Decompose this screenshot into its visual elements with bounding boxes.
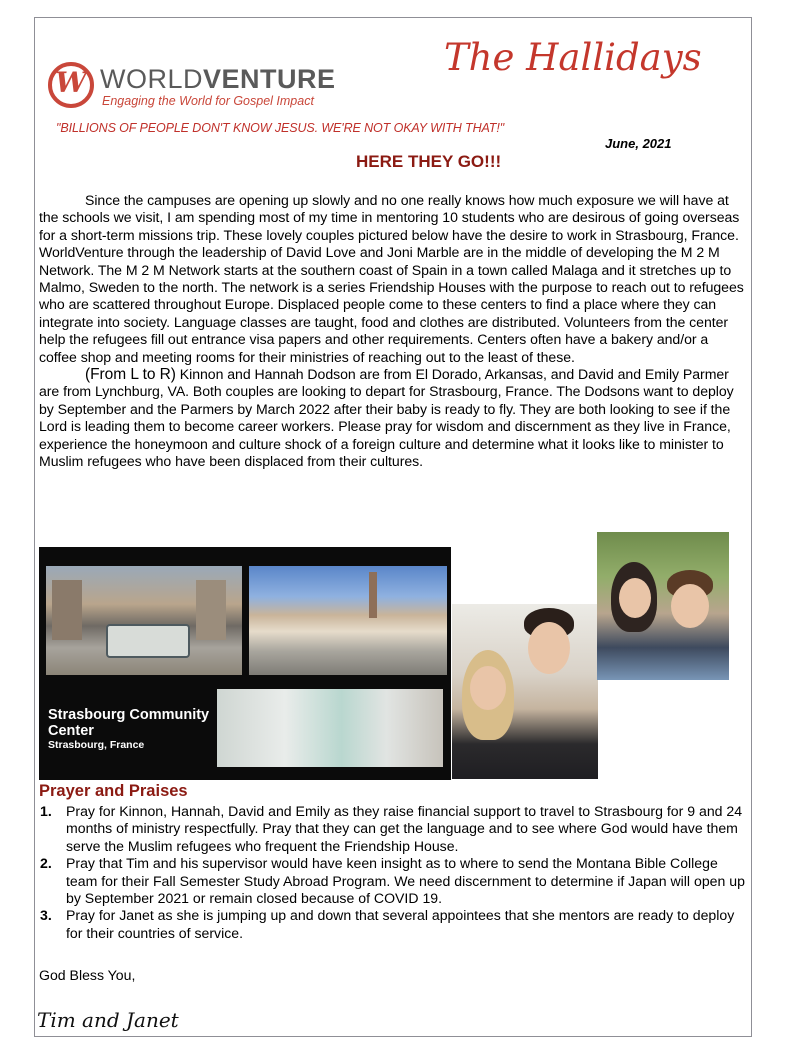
collage-caption-line-2: Center [48,723,94,739]
building-shape [52,580,82,640]
newsletter-date: June, 2021 [605,136,672,151]
collage-caption-line-1: Strasbourg Community [48,707,210,723]
building-shape [196,580,226,640]
worldventure-logo [48,62,358,114]
logo-tagline: Engaging the World for Gospel Impact [102,94,314,108]
list-item-text: Pray for Kinnon, Hannah, David and Emily as they raise financial support to travel to Strasbourg for 9 and 24 months of ministry respectfully. Pray that they can get the language and to see where God would have them serve the Muslim refugees who frequent the Friendship House. [66,803,743,854]
mission-quote: "BILLIONS OF PEOPLE DON'T KNOW JESUS. WE'RE NOT OKAY WITH THAT!" [56,121,505,135]
logo-name [100,64,336,94]
cathedral-spire-shape [369,572,377,618]
face-shape [671,584,709,628]
dodson-couple-photo [452,604,598,779]
face-shape [528,622,570,674]
list-item-number: 2. [40,855,52,872]
community-center-interior-photo [217,689,443,767]
closing-greeting: God Bless You, [39,967,136,983]
strasbourg-collage [39,547,451,780]
tram-shape [106,624,190,658]
list-item-text: Pray for Janet as she is jumping up and down that several appointees that she mentors are ready to deploy for their countries of service. [66,907,735,941]
face-shape [470,666,506,710]
face-shape [619,578,651,618]
collage-location: Strasbourg, France [48,739,145,751]
signature: Tim and Janet [37,1008,179,1032]
paragraph-1: Since the campuses are opening up slowly and no one really knows how much exposure we will have at the schools we visit, I am spending most of my time in mentoring 10 students who are desirous of going overseas for a short-term missions trip. These lovely couples pictured below have the desire to work in Strasbourg, France. WorldVenture through the leadership of David Love and Joni Marble are in the middle of developing the M 2 M Network. The M 2 M Network starts at the southern coast of Spain in a town called Malaga and it stretches up to Malmo, Sweden to the north. The network is a series Friendship Houses with the purpose to reach out to refugees who are scattered throughout Europe. Displaced people come to these centers to find a place where they can integrate into society. Language classes are taught, food and clothes are distributed. Volunteers from the center help the refugees fill out entrance visa papers and other requirements. Centers often have a bakery and/or a coffee shop and meeting rooms for their ministries of reaching out to the least of these. [39,192,744,365]
parmer-couple-photo [597,532,729,680]
headline: HERE THEY GO!!! [356,152,502,171]
logo-name-part1: WORLD [100,64,203,94]
collage-caption [48,707,209,739]
cathedral-square-photo [249,566,447,675]
prayer-list [39,803,747,942]
paragraph-2 [39,366,747,470]
logo-name-part2: VENTURE [203,64,336,94]
list-item [39,855,747,907]
paragraph-2-lead: (From L to R) [85,366,176,384]
logo-letter: W [55,66,87,99]
list-item [39,803,747,855]
list-item-text: Pray that Tim and his supervisor would have keen insight as to where to send the Montana Bible College team for their Fall Semester Study Abroad Program. We need discernment to determine if Japan will open up by September 2021 or remain closed because of COVID 19. [66,855,745,907]
list-item-number: 3. [40,907,52,924]
tram-street-photo [46,566,242,675]
prayer-section-title: Prayer and Praises [39,782,188,800]
list-item-number: 1. [40,803,52,819]
newsletter-body [39,192,747,471]
list-item [39,907,747,942]
paragraph-2-text: Kinnon and Hannah Dodson are from El Dorado, Arkansas, and David and Emily Parmer are from Lynchburg, VA. Both couples are looking to depart for Strasbourg, France. The Dodsons want to deploy by September and the Parmers by March 2022 after their baby is ready to fly. They are both looking to see if the Lord is leading them to become career workers. Please pray for wisdom and discernment as they live in France, experience the honeymoon and culture shock of a foreign culture and determine what it looks like to minister to Muslim refugees who have been displaced from their cultures. [39,366,734,470]
family-title: The Hallidays [444,36,702,79]
